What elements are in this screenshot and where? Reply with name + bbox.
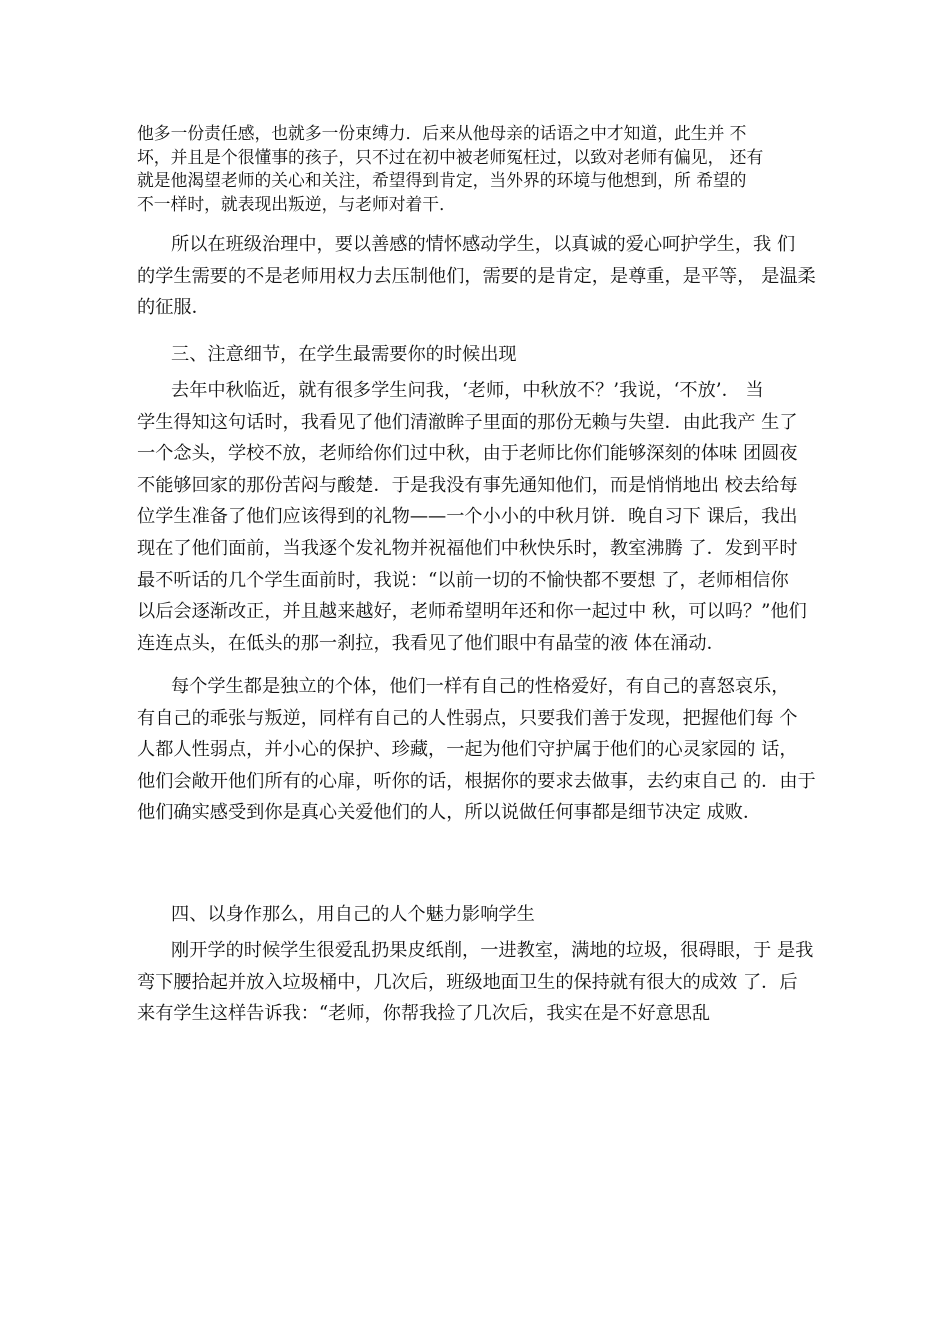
paragraph-continuation xyxy=(137,122,827,216)
text-line: 所以在班级治理中，要以善感的情怀感动学生，以真诚的爱心呵护学生，我 们 xyxy=(171,234,796,255)
text-line: 的学生需要的不是老师用权力去压制他们，需要的是肯定，是尊重，是平等， 是温柔 xyxy=(137,265,816,287)
text-line: 人都人性弱点，并小心的保护、珍藏，一起为他们守护属于他们的心灵家园的 话， xyxy=(137,739,798,761)
section-heading-3 xyxy=(137,339,827,371)
text-line: 以后会逐渐改正，并且越来越好，老师希望明年还和你一起过中 秋，可以吗？”他们 xyxy=(137,601,807,623)
text-line: 一个念头，学校不放，老师给你们过中秋，由于老师比你们能够深刻的体味 团圆夜 xyxy=(137,443,798,465)
text-line: 刚开学的时候学生很爱乱扔果皮纸削，一进教室，满地的垃圾，很碍眼，于 是我 xyxy=(171,940,814,961)
paragraph-mid-autumn xyxy=(137,375,827,659)
text-line: 他们确实感受到你是真心关爱他们的人，所以说做任何事都是细节决定 成败． xyxy=(137,802,762,824)
text-line: 的征服． xyxy=(137,297,210,319)
text-line: 他们会敞开他们所有的心扉，听你的话，根据你的要求去做事，去约束自己 的．由于 xyxy=(137,770,816,792)
text-line: 最不听话的几个学生面前时，我说：“以前一切的不愉快都不要想 了，老师相信你 xyxy=(137,569,789,591)
text-line: 就是他渴望老师的关心和关注，希望得到肯定，当外界的环境与他想到，所 希望的 xyxy=(137,170,747,190)
text-line: 他多一份责任感，也就多一份束缚力．后来从他母亲的话语之中才知道，此生并 不 xyxy=(137,123,747,143)
text-line: 学生得知这句话时，我看见了他们清澈眸子里面的那份无赖与失望．由此我产 生了 xyxy=(137,411,798,433)
text-line: 不一样时，就表现出叛逆，与老师对着干． xyxy=(137,193,456,214)
text-line: 不能够回家的那份苦闷与酸楚．于是我没有事先通知他们，而是悄悄地出 校去给每 xyxy=(137,474,798,496)
text-line: 去年中秋临近，就有很多学生问我，‘老师，中秋放不？’我说，‘不放’． 当 xyxy=(171,380,764,401)
text-line: 每个学生都是独立的个体，他们一样有自己的性格爱好，有自己的喜怒哀乐， xyxy=(171,676,790,697)
paragraph-class-management xyxy=(137,229,827,324)
paragraph-lead-by-example xyxy=(137,935,827,1030)
text-line: 来有学生这样告诉我：“老师，你帮我捡了几次后，我实在是不好意思乱 xyxy=(137,1003,711,1025)
text-line: 连连点头，在低头的那一刹拉，我看见了他们眼中有晶莹的液 体在涌动． xyxy=(137,632,725,654)
heading-text: 四、以身作那么，用自己的人个魅力影响学生 xyxy=(171,904,535,925)
text-line: 现在了他们面前，当我逐个发礼物并祝福他们中秋快乐时，教室沸腾 了．发到平时 xyxy=(137,537,798,559)
heading-text: 三、注意细节，在学生最需要你的时候出现 xyxy=(171,344,517,365)
paragraph-individuality xyxy=(137,671,827,829)
text-line: 位学生准备了他们应该得到的礼物——一个小小的中秋月饼．晚自习下 课后，我出 xyxy=(137,506,798,528)
text-line: 弯下腰拾起并放入垃圾桶中，几次后，班级地面卫生的保持就有很大的成效 了．后 xyxy=(137,971,798,993)
document-page xyxy=(137,0,827,1344)
text-line: 坏，并且是个很懂事的孩子，只不过在初中被老师冤枉过，以致对老师有偏见， 还有 xyxy=(137,146,764,167)
text-line: 有自己的乖张与叛逆，同样有自己的人性弱点，只要我们善于发现，把握他们每 个 xyxy=(137,707,798,729)
section-heading-4 xyxy=(137,899,827,931)
